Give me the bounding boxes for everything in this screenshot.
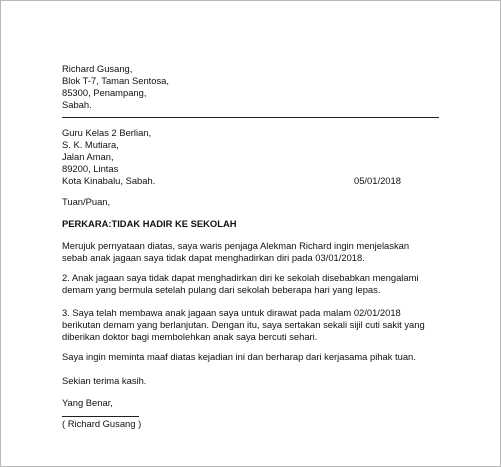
paragraph-line: Merujuk pernyataan diatas, saya waris penjaga Alekman Richard ingin menjelaskan [62, 240, 410, 251]
recipient-address [62, 127, 155, 187]
paragraph-line: berikutan demam yang berlanjutan. Dengan itu, saya sertakan sekali sijil cuti sakit yang [62, 319, 425, 330]
letter-date: 05/01/2018 [354, 175, 401, 186]
salutation: Tuan/Puan, [62, 196, 111, 207]
sender-line: Blok T-7, Taman Sentosa, [62, 75, 170, 86]
subject-line: PERKARA:TIDAK HADIR KE SEKOLAH [62, 218, 237, 229]
paragraph-line: 3. Saya telah membawa anak jagaan saya untuk dirawat pada malam 02/01/2018 [62, 307, 401, 318]
signature-name: ( Richard Gusang ) [62, 418, 142, 429]
sender-address [62, 63, 169, 111]
paragraph-line: diberikan doktor bagi membolehkan anak saya bercuti sehari. [62, 331, 318, 342]
recipient-line: S. K. Mutiara, [62, 139, 119, 150]
paragraph-line: Saya ingin meminta maaf diatas kejadian ini dan berharap dari kerjasama pihak tuan. [62, 351, 416, 362]
signature-line [62, 416, 139, 417]
paragraph-line: demam yang bermula setelah pulang dari sekolah beberapa hari yang lepas. [62, 284, 381, 295]
recipient-line: Jalan Aman, [62, 151, 114, 162]
paragraph-2 [62, 272, 418, 296]
paragraph-line: 2. Anak jagaan saya tidak dapat menghadirkan diri ke sekolah disebabkan mengalami [62, 272, 419, 283]
paragraph-1 [62, 240, 409, 264]
sender-line: Richard Gusang, [62, 63, 133, 74]
paragraph-4 [62, 351, 416, 363]
recipient-line: Guru Kelas 2 Berlian, [62, 127, 152, 138]
closing-line: Sekian terima kasih. [62, 375, 147, 386]
recipient-line: 89200, Lintas [62, 163, 119, 174]
sender-line: 85300, Penampang, [62, 87, 147, 98]
header-divider [62, 117, 439, 118]
sender-line: Sabah. [62, 99, 92, 110]
paragraph-3 [62, 307, 425, 343]
recipient-line: Kota Kinabalu, Sabah. [62, 175, 156, 186]
paragraph-line: sebab anak jagaan saya tidak dapat menghadirkan diri pada 03/01/2018. [62, 252, 365, 263]
signoff-line: Yang Benar, [62, 397, 113, 408]
